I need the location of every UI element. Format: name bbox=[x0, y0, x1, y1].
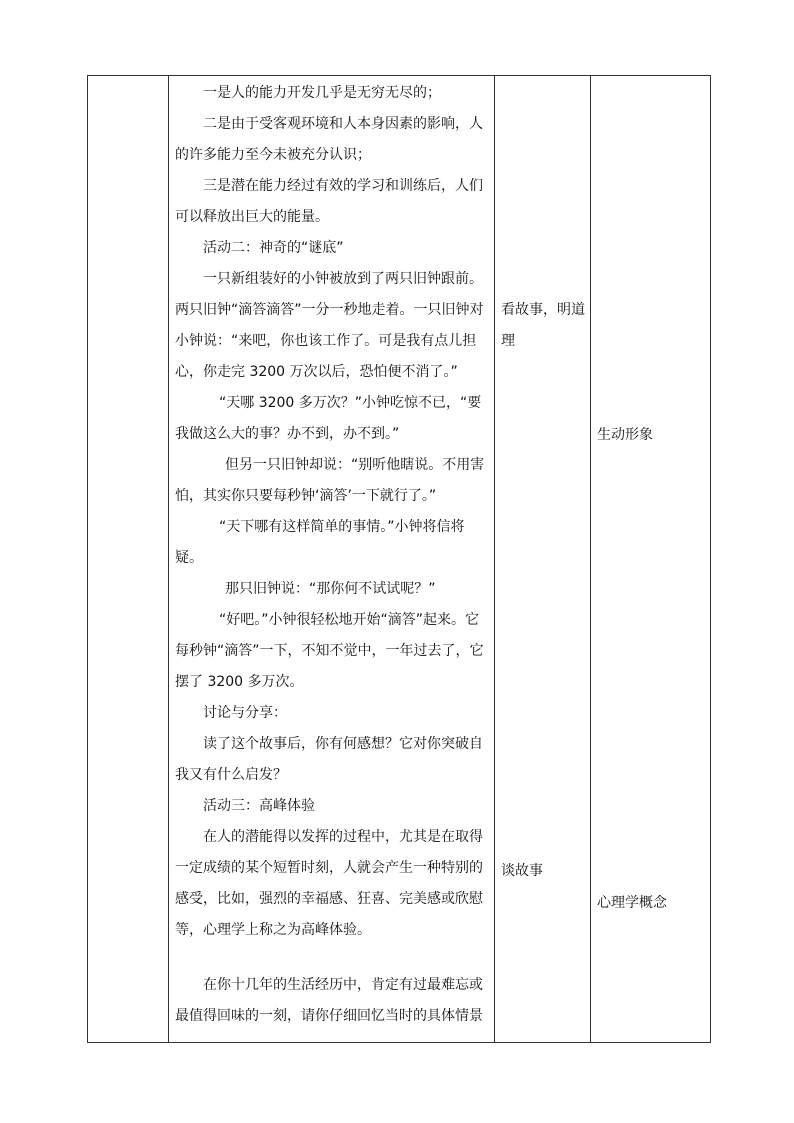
empty-section-cell bbox=[88, 76, 169, 1043]
teaching-content-cell bbox=[169, 76, 495, 1043]
lesson-plan-table bbox=[87, 75, 711, 1043]
paragraph: 一只新组装好的小钟被放到了两只旧钟跟前。两只旧钟“滴答滴答”一分一秒地走着。一只旧钟对小钟说：“来吧，你也该工作了。可是我有点儿担心，你走完 3200 万次以后，恐怕便不消了。” bbox=[175, 271, 484, 380]
design-intent-cell bbox=[591, 76, 711, 1043]
design-intent-note: 心理学概念 bbox=[597, 895, 667, 911]
paragraph: 二是由于受客观环境和人本身因素的影响，人的许多能力至今未被充分认识； bbox=[175, 116, 483, 163]
activity-heading: 活动三：高峰体验 bbox=[203, 798, 315, 814]
design-intent-note: 生动形象 bbox=[597, 427, 653, 443]
paragraph: 读了这个故事后，你有何感想？它对你突破自我又有什么启发？ bbox=[175, 736, 483, 783]
paragraph: 三是潜在能力经过有效的学习和训练后，人们可以释放出巨大的能量。 bbox=[175, 178, 483, 225]
paragraph: 讨论与分享： bbox=[203, 705, 287, 721]
teaching-content bbox=[169, 76, 494, 1032]
paragraph: “天哪 3200 多万次？”小钟吃惊不已，“要我做这么大的事？办不到，办不到。” bbox=[175, 395, 482, 442]
paragraph: 在人的潜能得以发挥的过程中，尤其是在取得一定成绩的某个短暂时刻，人就会产生一种特别的感受，比如，强烈的幸福感、狂喜、完美感或欣慰等，心理学上称之为高峰体验。 bbox=[175, 829, 483, 938]
paragraph: 但另一只旧钟却说：“别听他瞎说。不用害怕，其实你只要每秒钟‘滴答’一下就行了。” bbox=[175, 457, 485, 504]
activity-heading: 活动二：神奇的“谜底” bbox=[203, 240, 344, 256]
student-activity-note: 谈故事 bbox=[501, 863, 543, 879]
student-activity-cell bbox=[495, 76, 591, 1043]
paragraph: “天下哪有这样简单的事情。”小钟将信将疑。 bbox=[175, 519, 465, 566]
table-row bbox=[88, 76, 711, 1043]
paragraph: 在你十几年的生活经历中，肯定有过最难忘或最值得回味的一刻，请你仔细回忆当时的具体情景 bbox=[175, 977, 483, 1024]
student-activity-note: 看故事，明道理 bbox=[501, 302, 585, 349]
paragraph: 一是人的能力开发几乎是无穷无尽的； bbox=[203, 85, 441, 101]
paragraph: “好吧。”小钟很轻松地开始“滴答”起来。它每秒钟“滴答”一下，不知不觉中，一年过去了，它摆了 3200 多万次。 bbox=[175, 612, 484, 690]
paragraph: 那只旧钟说：“那你何不试试呢？” bbox=[225, 581, 436, 597]
